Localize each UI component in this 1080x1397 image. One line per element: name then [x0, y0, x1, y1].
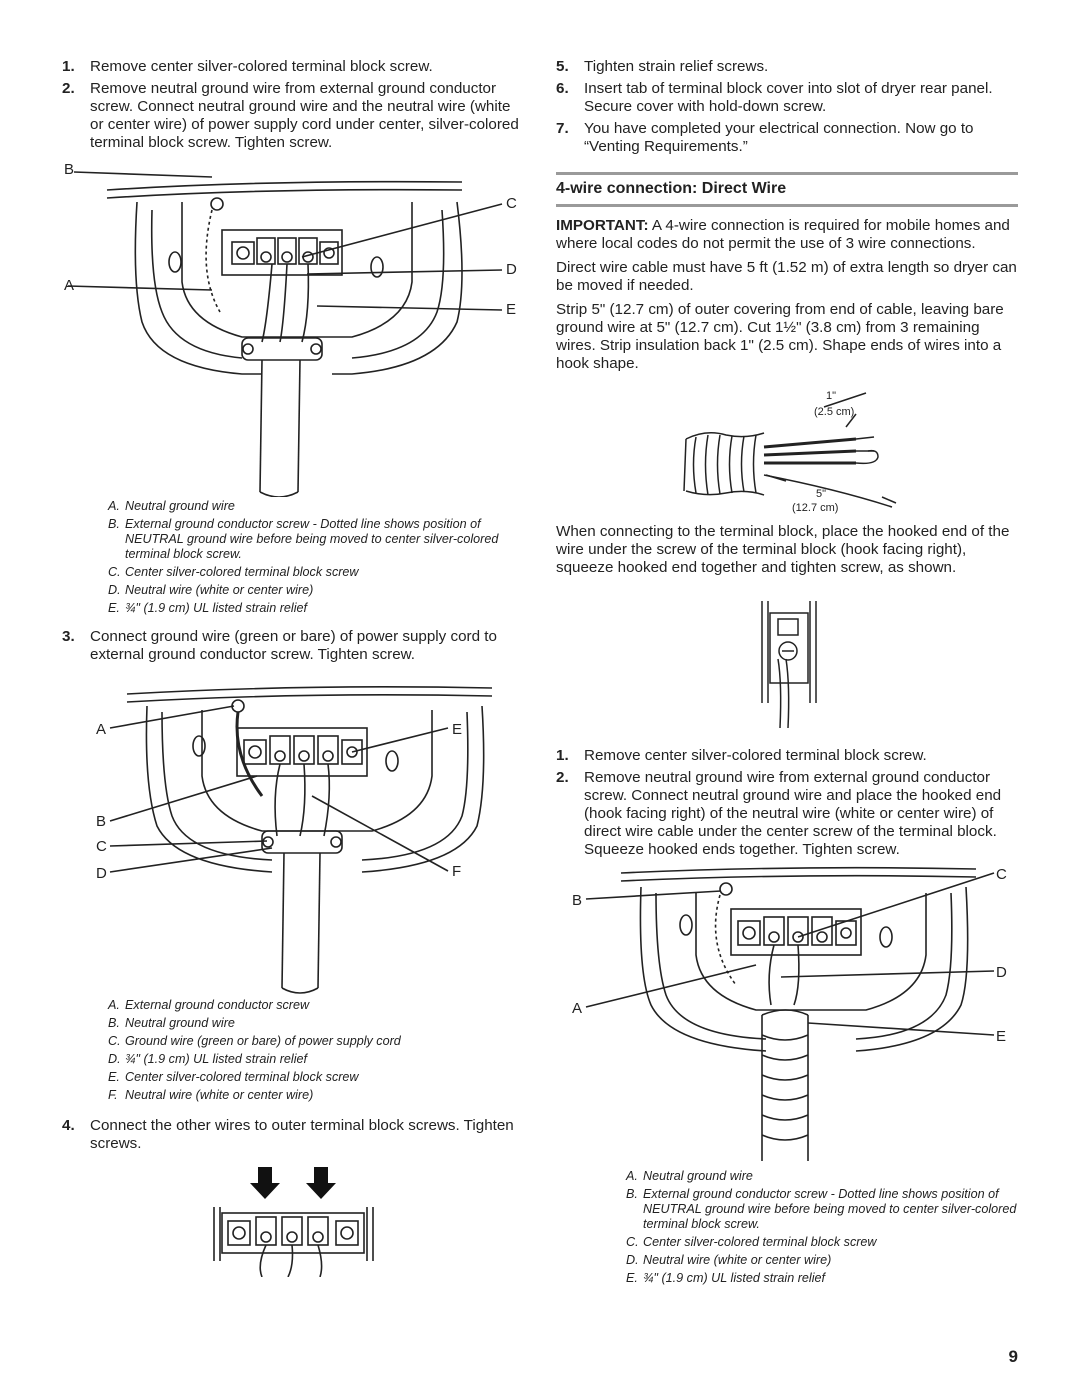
- caption-item: B. External ground conductor screw - Dotted line shows position of NEUTRAL ground wire before being moved to center silver-colored terminal block screw.: [108, 517, 499, 561]
- fig3-label-c: C: [996, 866, 1007, 883]
- terminal-block-figure-2: [62, 676, 524, 994]
- step-item: [62, 1117, 524, 1153]
- caption-item: D. ¾" (1.9 cm) UL listed strain relief: [108, 1052, 308, 1066]
- step-number: 1.: [556, 747, 569, 764]
- fig1-label-c: C: [506, 195, 517, 212]
- fig2-label-d: D: [96, 865, 107, 882]
- fig2-label-a: A: [96, 721, 107, 738]
- cable-preparation-figure: [556, 379, 1018, 519]
- paragraph: When connecting to the terminal block, place the hooked end of the wire under the screw of the terminal block (hook facing right), squeeze hooked end together and tighten screw, as shown.: [556, 523, 1010, 576]
- terminal-block-figure-1: [62, 162, 524, 497]
- left-column: [62, 58, 524, 1277]
- caption-item: A. Neutral ground wire: [108, 499, 235, 513]
- hook-connection-figure: [556, 583, 1018, 733]
- fig1-label-e: E: [506, 301, 517, 318]
- step-item: [62, 58, 524, 76]
- dim-2-cm: (12.7 cm): [792, 502, 839, 514]
- cable-coil: [694, 435, 757, 495]
- step-text: Remove neutral ground wire from external ground conductor screw. Connect neutral ground wire and place the hooked end (hook facing right) of the neutral wire (white or center wire) of direct wire cable under the center screw of the terminal block. Squeeze hooked ends together. Tighten screw.: [584, 769, 1002, 858]
- caption-item: B. External ground conductor screw - Dotted line shows position of NEUTRAL ground wire before being moved to center silver-colored terminal block screw.: [626, 1187, 1017, 1231]
- caption-item: C. Center silver-colored terminal block screw: [108, 565, 359, 579]
- important-label: IMPORTANT:: [556, 217, 649, 234]
- step-item: [556, 80, 1018, 116]
- section-heading: 4-wire connection: Direct Wire: [556, 172, 1018, 207]
- step-item: [556, 747, 1018, 765]
- caption-item: E. ¾" (1.9 cm) UL listed strain relief: [108, 601, 308, 615]
- right-column: [556, 58, 1018, 1289]
- fig1-caption-list: [62, 499, 524, 616]
- caption-item: D. Neutral wire (white or center wire): [108, 583, 314, 597]
- fig2-label-b: B: [96, 813, 107, 830]
- step-number: 1.: [62, 58, 75, 75]
- fig3-label-e: E: [996, 1028, 1007, 1045]
- fig2-label-c: C: [96, 838, 107, 855]
- caption-item: C. Ground wire (green or bare) of power supply cord: [108, 1034, 401, 1048]
- step-list-direct-wire: [556, 747, 1018, 859]
- caption-item: F. Neutral wire (white or center wire): [108, 1088, 314, 1102]
- fig1-label-a: A: [64, 277, 75, 294]
- caption-item: A. Neutral ground wire: [626, 1169, 753, 1183]
- step-list-1-2: [62, 58, 524, 152]
- step-text: Tighten strain relief screws.: [584, 58, 769, 75]
- caption-item: A. External ground conductor screw: [108, 998, 310, 1012]
- step-number: 5.: [556, 58, 569, 75]
- page-number: 9: [1008, 1347, 1018, 1366]
- step-list-3: [62, 628, 524, 664]
- step-text: Connect the other wires to outer terminal block screws. Tighten screws.: [90, 1117, 514, 1152]
- strain-relief-coil: [762, 1010, 808, 1161]
- step-item: [62, 80, 524, 152]
- terminal-block-figure-3: [556, 865, 1018, 1165]
- step-text: Remove neutral ground wire from external ground conductor screw. Connect neutral ground wire and the neutral wire (white or center wire) of power supply cord under center, silver-colored terminal block screw. Tighten screw.: [90, 80, 519, 151]
- fig3-label-d: D: [996, 964, 1007, 981]
- dim-1-in: 1": [826, 390, 837, 402]
- caption-item: C. Center silver-colored terminal block screw: [626, 1235, 877, 1249]
- step-text: Remove center silver-colored terminal block screw.: [584, 747, 927, 764]
- caption-item: B. Neutral ground wire: [108, 1016, 235, 1030]
- step-list-4: [62, 1117, 524, 1153]
- fig1-label-d: D: [506, 261, 517, 278]
- step-text: You have completed your electrical connection. Now go to “Venting Requirements.”: [584, 120, 974, 155]
- step-text: Remove center silver-colored terminal block screw.: [90, 58, 433, 75]
- outer-screws-figure: [62, 1165, 524, 1277]
- step-item: [62, 628, 524, 664]
- fig2-label-e: E: [452, 721, 463, 738]
- step-number: 6.: [556, 80, 569, 97]
- fig2-caption-list: [62, 998, 524, 1103]
- fig3-label-b: B: [572, 892, 583, 909]
- step-number: 7.: [556, 120, 569, 137]
- step-number: 3.: [62, 628, 75, 645]
- step-number: 4.: [62, 1117, 75, 1134]
- paragraph: Strip 5" (12.7 cm) of outer covering from end of cable, leaving bare ground wire at 5" (12.7 cm). Cut 1½" (3.8 cm) from 3 remaining wires. Strip insulation back 1" (2.5 cm). Shape ends of wires into a hook shape.: [556, 301, 1004, 372]
- step-number: 2.: [556, 769, 569, 786]
- step-text: Connect ground wire (green or bare) of power supply cord to external ground conductor screw. Tighten screw.: [90, 628, 497, 663]
- fig1-label-b: B: [64, 162, 75, 178]
- step-item: [556, 120, 1018, 156]
- important-paragraph: IMPORTANT: A 4-wire connection is required for mobile homes and where local codes do not permit the use of 3 wire connections.: [556, 217, 1010, 252]
- fig3-label-a: A: [572, 1000, 583, 1017]
- caption-item: E. Center silver-colored terminal block screw: [108, 1070, 359, 1084]
- arrow-down-icon: [250, 1167, 336, 1199]
- caption-item: E. ¾" (1.9 cm) UL listed strain relief: [626, 1271, 826, 1285]
- caption-item: D. Neutral wire (white or center wire): [626, 1253, 832, 1267]
- step-item: [556, 58, 1018, 76]
- step-number: 2.: [62, 80, 75, 97]
- dim-2-in: 5": [816, 488, 827, 500]
- dim-1-cm: (2.5 cm): [814, 406, 855, 418]
- fig3-caption-list: [556, 1169, 1018, 1286]
- step-text: Insert tab of terminal block cover into slot of dryer rear panel. Secure cover with hold-down screw.: [584, 80, 993, 115]
- step-list-5-7: [556, 58, 1018, 156]
- step-item: [556, 769, 1018, 859]
- fig2-label-f: F: [452, 863, 462, 880]
- paragraph: Direct wire cable must have 5 ft (1.52 m) of extra length so dryer can be moved if needed.: [556, 259, 1017, 294]
